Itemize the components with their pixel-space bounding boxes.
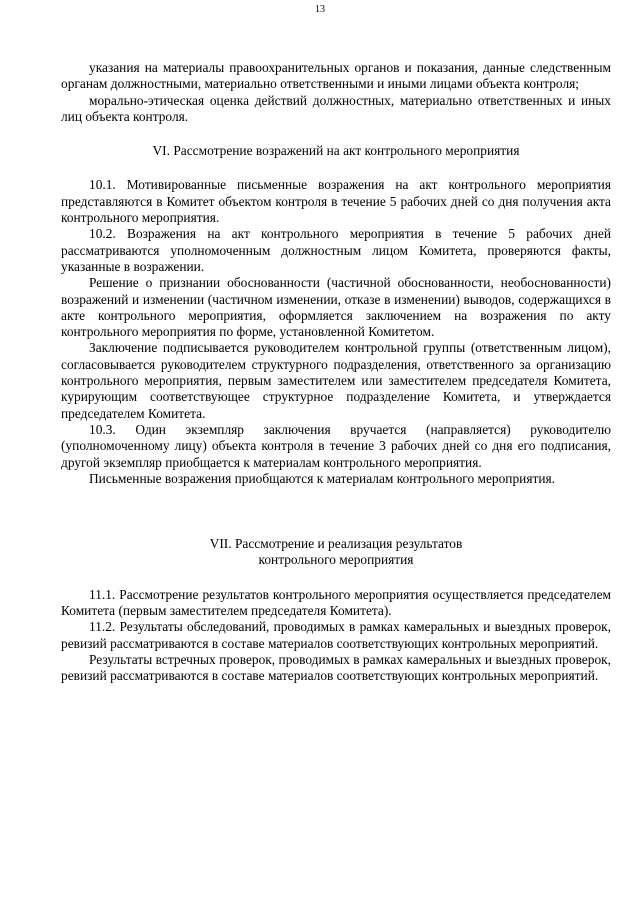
paragraph: 10.3. Один экземпляр заключения вручается (направляется) руководителю (уполномоченному лицу) объекта контроля в течение 3 рабочих дней со дня его подписания, другой экземпляр приобщается к материалам контрольного мероприятия. (61, 421, 611, 470)
paragraph: Письменные возражения приобщаются к материалам контрольного мероприятия. (89, 470, 556, 486)
paragraph: 11.1. Рассмотрение результатов контрольного мероприятия осуществляется председателем Комитета (первым заместителем председателя Комитета). (61, 586, 611, 619)
paragraph: Решение о признании обоснованности (частичной обоснованности, необоснованности) возражений и изменении (частичном изменении, отказе в изменении) выводов, содержащихся в акте контрольного мероприятия, оформляется заключением на возражения по акту контрольного мероприятия по форме, установленной Комитетом. (61, 275, 611, 340)
paragraph: Заключение подписывается руководителем контрольной группы (ответственным лицом), согласовывается руководителем структурного подразделения, ответственного за организацию контрольного мероприятия, первым заместителем или заместителем председателя Комитета, курирующим соответствующее структурное подразделение Комитета, и утверждается председателем Комитета. (61, 340, 611, 421)
section-title-line: VII. Рассмотрение и реализация результатов (209, 536, 463, 552)
document-body (61, 60, 611, 685)
paragraph: морально-этическая оценка действий должностных, материально ответственных и иных лиц объекта контроля. (61, 92, 611, 124)
section-title: VI. Рассмотрение возражений на акт контрольного мероприятия (152, 143, 520, 159)
paragraph: указания на материалы правоохранительных органов и показания, данные следственным органам должностными, материально ответственными и иными лицами объекта контроля; (61, 60, 611, 92)
section-title-line: контрольного мероприятия (258, 552, 414, 568)
paragraph: Результаты встречных проверок, проводимых в рамках камеральных и выездных проверок, ревизий рассматриваются в составе материалов соответствующих контрольных мероприятий. (61, 651, 611, 684)
paragraph: 11.2. Результаты обследований, проводимых в рамках камеральных и выездных проверок, ревизий рассматриваются в составе материалов соответствующих контрольных мероприятий. (61, 619, 611, 651)
paragraph: 10.2. Возражения на акт контрольного мероприятия в течение 5 рабочих дней рассматриваются уполномоченным должностным лицом Комитета, проверяются факты, указанные в возражении. (61, 226, 611, 274)
paragraph: 10.1. Мотивированные письменные возражения на акт контрольного мероприятия представляются в Комитет объектом контроля в течение 5 рабочих дней со дня получения акта контрольного мероприятия. (61, 177, 611, 226)
page-number: 13 (315, 4, 325, 15)
section-title (61, 536, 611, 569)
